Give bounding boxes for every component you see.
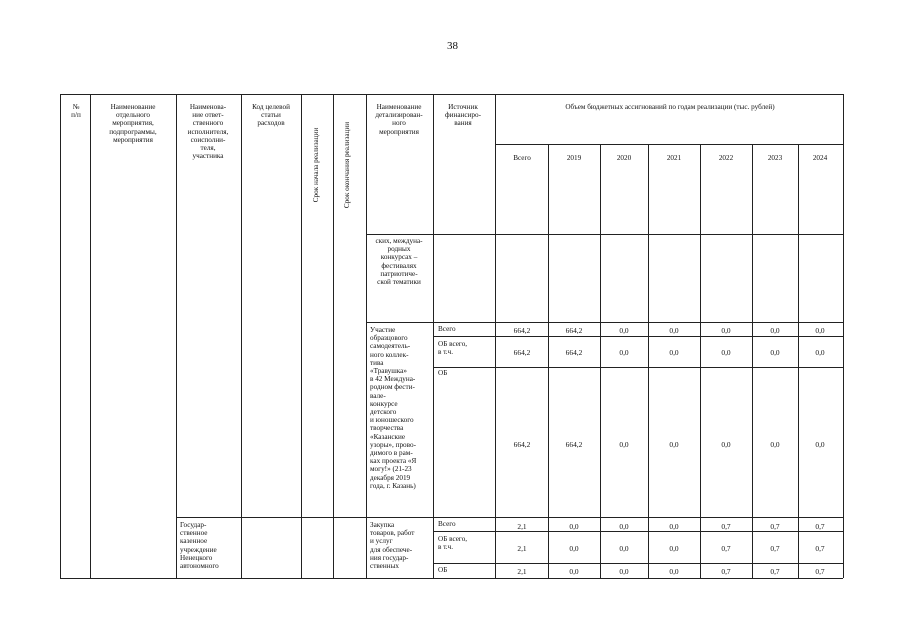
- table-rule: [60, 578, 843, 579]
- cell-value: 0,0: [669, 522, 679, 531]
- header-year-2024: 2024: [812, 154, 828, 162]
- cell-value: 0,0: [770, 326, 780, 335]
- header-year-2019: 2019: [566, 154, 582, 162]
- cell-value: 2,1: [517, 544, 527, 553]
- page-number: 38: [447, 40, 458, 52]
- header-year-2023: 2023: [767, 154, 783, 162]
- cell-value: 0,0: [669, 348, 679, 357]
- cell-value: 0,7: [770, 567, 780, 576]
- cell-value: 0,0: [619, 326, 629, 335]
- header-start-date: Срок начала реализации: [312, 127, 320, 203]
- cell-value: 0,0: [619, 440, 629, 449]
- continued-event-name: ских, междуна- родных конкурсах – фестивалях патриотиче- ской тематики: [375, 237, 423, 287]
- table-rule: [548, 144, 549, 578]
- cell-value: 0,0: [770, 348, 780, 357]
- table-rule: [301, 94, 302, 578]
- cell-value: 664,2: [513, 348, 531, 357]
- header-target-code: Код целевой статьи расходов: [252, 103, 290, 128]
- cell-value: 0,7: [815, 544, 825, 553]
- table-rule: [600, 144, 601, 578]
- cell-value: 0,0: [669, 440, 679, 449]
- header-measure-name: Наименование отдельного мероприятия, подпрограммы, мероприятия: [109, 103, 157, 144]
- table-rule: [366, 322, 843, 323]
- cell-value: 0,0: [815, 440, 825, 449]
- table-rule: [60, 94, 61, 578]
- cell-value: 0,0: [569, 522, 579, 531]
- event-kazan-festival: Участие образцового самодеятель- ного коллек- тива «Травушка» в 42 Междуна- родном фести- вале- конкурсе детского и юношеского творчества «Казанские узоры», прово- димого в рам- ках проекта «Я могу!» (21-23 декабря 2019 года, г. Казань): [370, 326, 417, 490]
- cell-value: 0,7: [770, 522, 780, 531]
- executor-state-institution: Государ- ственное казенное учреждение Ненецкого автономного: [180, 521, 219, 571]
- table-rule: [366, 234, 843, 235]
- table-rule: [176, 94, 177, 578]
- header-number: № п/п: [71, 103, 81, 120]
- cell-value: 664,2: [565, 440, 583, 449]
- table-rule: [843, 94, 844, 578]
- header-year-2021: 2021: [666, 154, 682, 162]
- cell-value: 0,0: [721, 440, 731, 449]
- event-3-source-ob-total: ОБ всего, в т.ч.: [438, 535, 468, 552]
- cell-value: 0,7: [721, 522, 731, 531]
- table-rule: [700, 144, 701, 578]
- table-rule: [752, 144, 753, 578]
- table-rule: [433, 336, 843, 337]
- table-rule: [333, 94, 334, 578]
- table-rule: [433, 367, 843, 368]
- header-executor: Наименова- ние ответ- ственного исполнителя, соисполни- теля, участника: [187, 103, 229, 161]
- cell-value: 0,7: [815, 567, 825, 576]
- event-2-source-ob: ОБ: [438, 369, 448, 377]
- cell-value: 0,0: [815, 348, 825, 357]
- cell-value: 0,0: [569, 567, 579, 576]
- cell-value: 0,0: [669, 326, 679, 335]
- header-year-2022: 2022: [718, 154, 734, 162]
- table-rule: [176, 517, 843, 518]
- table-rule: [60, 94, 843, 95]
- table-rule: [433, 531, 843, 532]
- table-rule: [798, 144, 799, 578]
- cell-value: 0,0: [770, 440, 780, 449]
- cell-value: 0,0: [569, 544, 579, 553]
- cell-value: 2,1: [517, 522, 527, 531]
- event-2-source-ob-total: ОБ всего, в т.ч.: [438, 340, 468, 357]
- cell-value: 664,2: [513, 326, 531, 335]
- event-2-source-total: Всего: [438, 325, 456, 333]
- table-rule: [648, 144, 649, 578]
- header-detailed-event: Наименование детализирован- ного мероприятия: [375, 103, 423, 136]
- table-rule: [366, 94, 367, 578]
- cell-value: 0,7: [721, 544, 731, 553]
- table-rule: [90, 94, 91, 578]
- cell-value: 0,0: [619, 544, 629, 553]
- header-budget-volume: Объем бюджетных ассигнований по годам реализации (тыс. рублей): [565, 103, 775, 111]
- cell-value: 0,0: [619, 348, 629, 357]
- event-3-source-total: Всего: [438, 520, 456, 528]
- event-procurement: Закупка товаров, работ и услуг для обеспече- ния государ- ственных: [370, 521, 415, 571]
- cell-value: 0,7: [815, 522, 825, 531]
- cell-value: 0,0: [721, 348, 731, 357]
- cell-value: 0,7: [770, 544, 780, 553]
- cell-value: 0,0: [669, 544, 679, 553]
- cell-value: 2,1: [517, 567, 527, 576]
- table-rule: [241, 94, 242, 578]
- header-year-2020: 2020: [616, 154, 632, 162]
- cell-value: 664,2: [513, 440, 531, 449]
- cell-value: 0,0: [669, 567, 679, 576]
- header-end-date: Срок окончания реализации: [343, 121, 351, 209]
- cell-value: 0,0: [619, 522, 629, 531]
- cell-value: 0,0: [721, 326, 731, 335]
- header-funding-source: Источник финансиро- вания: [444, 103, 481, 128]
- cell-value: 664,2: [565, 348, 583, 357]
- cell-value: 0,0: [815, 326, 825, 335]
- event-3-source-ob: ОБ: [438, 566, 448, 574]
- cell-value: 0,0: [619, 567, 629, 576]
- table-rule: [433, 563, 843, 564]
- header-year-total: Всего: [513, 154, 531, 162]
- cell-value: 0,7: [721, 567, 731, 576]
- cell-value: 664,2: [565, 326, 583, 335]
